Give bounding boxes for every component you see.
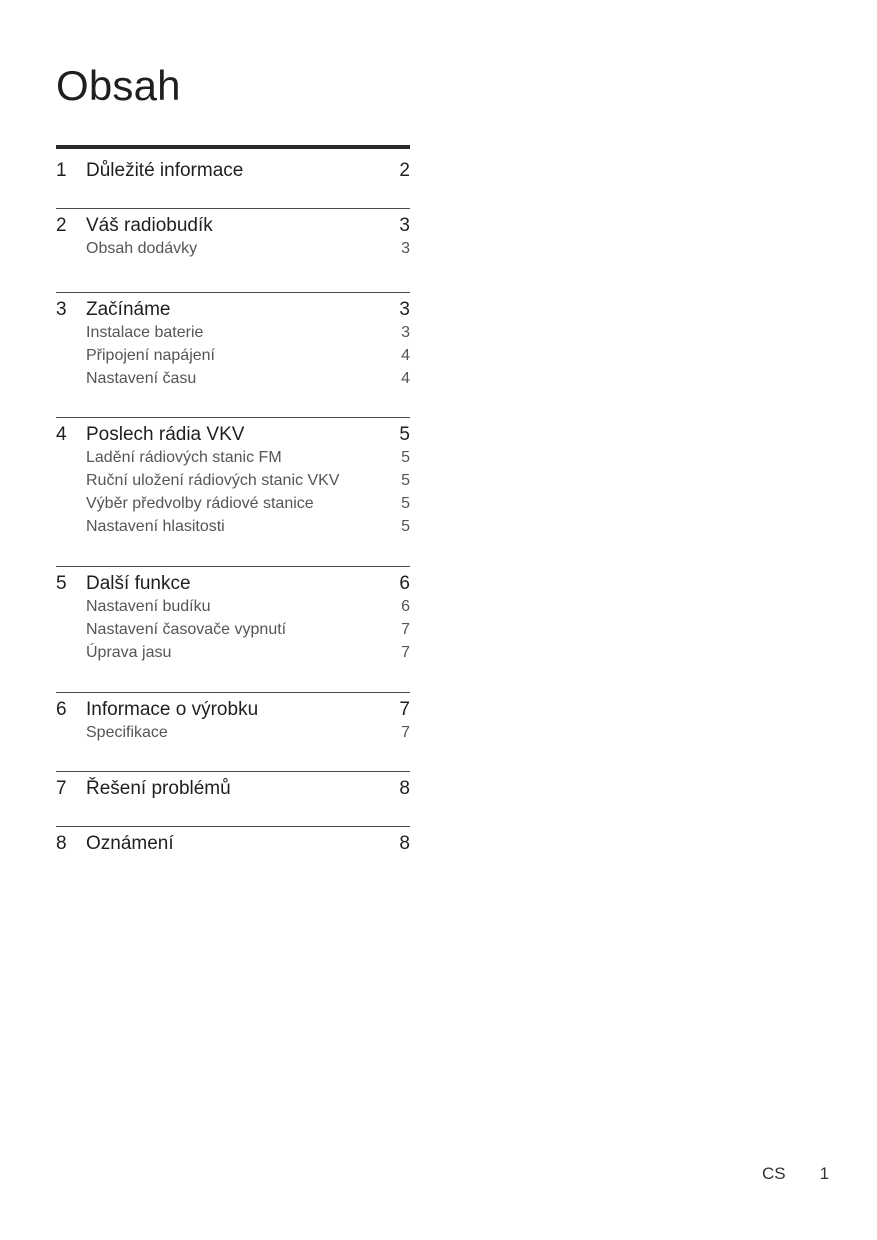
page-title: Obsah (56, 62, 181, 109)
chapter-number: 2 (56, 215, 67, 236)
toc-subentry[interactable] (56, 446, 410, 469)
toc-subentry[interactable] (56, 321, 410, 344)
chapter-title: Řešení problémů (86, 778, 231, 799)
toc-chapter[interactable] (56, 423, 410, 446)
chapter-page: 8 (399, 833, 410, 854)
toc-subentry[interactable] (56, 492, 410, 515)
subentry-page: 7 (401, 621, 410, 638)
chapter-title: Další funkce (86, 573, 191, 594)
toc-chapter[interactable] (56, 159, 410, 182)
toc-subentry[interactable] (56, 641, 410, 664)
chapter-number: 5 (56, 573, 67, 594)
subentry-page: 5 (401, 449, 410, 466)
subentry-title: Úprava jasu (86, 644, 172, 661)
chapter-number: 1 (56, 160, 67, 181)
subentry-title: Nastavení časovače vypnutí (86, 621, 287, 638)
subentry-title: Ruční uložení rádiových stanic VKV (86, 472, 340, 489)
toc-subentry[interactable] (56, 237, 410, 260)
subentry-page: 4 (401, 347, 410, 364)
page-footer (762, 1164, 829, 1184)
subentry-page: 5 (401, 495, 410, 512)
subentry-title: Ladění rádiových stanic FM (86, 449, 282, 466)
chapter-page: 6 (399, 573, 410, 594)
toc-subentry[interactable] (56, 618, 410, 641)
toc-section (56, 826, 410, 865)
subentry-page: 7 (401, 644, 410, 661)
toc-section (56, 566, 410, 692)
subentry-title: Nastavení hlasitosti (86, 518, 225, 535)
toc-subentry[interactable] (56, 344, 410, 367)
toc-chapter[interactable] (56, 214, 410, 237)
chapter-number: 4 (56, 424, 67, 445)
subentry-page: 3 (401, 324, 410, 341)
chapter-number: 3 (56, 299, 67, 320)
chapter-page: 8 (399, 778, 410, 799)
toc-section (56, 417, 410, 566)
subentry-title: Výběr předvolby rádiové stanice (86, 495, 314, 512)
toc-chapter[interactable] (56, 777, 410, 800)
toc-section (56, 771, 410, 826)
toc-chapter[interactable] (56, 832, 410, 855)
subentry-page: 3 (401, 240, 410, 257)
toc-section (56, 692, 410, 771)
toc-section (56, 292, 410, 417)
chapter-page: 5 (399, 424, 410, 445)
subentry-title: Nastavení budíku (86, 598, 211, 615)
chapter-title: Oznámení (86, 833, 174, 854)
table-of-contents (56, 145, 410, 865)
subentry-page: 5 (401, 472, 410, 489)
subentry-title: Specifikace (86, 724, 168, 741)
chapter-page: 2 (399, 160, 410, 181)
toc-chapter[interactable] (56, 298, 410, 321)
chapter-title: Důležité informace (86, 160, 244, 181)
subentry-title: Nastavení času (86, 370, 197, 387)
toc-section (56, 149, 410, 208)
language-code: CS (762, 1164, 786, 1183)
subentry-title: Připojení napájení (86, 347, 215, 364)
subentry-page: 4 (401, 370, 410, 387)
subentry-title: Instalace baterie (86, 324, 204, 341)
toc-subentry[interactable] (56, 515, 410, 538)
chapter-page: 3 (399, 215, 410, 236)
chapter-title: Poslech rádia VKV (86, 424, 245, 445)
subentry-page: 7 (401, 724, 410, 741)
toc-subentry[interactable] (56, 469, 410, 492)
chapter-page: 7 (399, 699, 410, 720)
toc-subentry[interactable] (56, 367, 410, 390)
toc-chapter[interactable] (56, 572, 410, 595)
chapter-title: Váš radiobudík (86, 215, 213, 236)
subentry-page: 5 (401, 518, 410, 535)
chapter-number: 6 (56, 699, 67, 720)
toc-chapter[interactable] (56, 698, 410, 721)
chapter-number: 7 (56, 778, 67, 799)
page-number: 1 (819, 1164, 830, 1183)
chapter-number: 8 (56, 833, 67, 854)
chapter-page: 3 (399, 299, 410, 320)
subentry-page: 6 (401, 598, 410, 615)
chapter-title: Začínáme (86, 299, 171, 320)
toc-subentry[interactable] (56, 595, 410, 618)
chapter-title: Informace o výrobku (86, 699, 259, 720)
toc-subentry[interactable] (56, 721, 410, 744)
subentry-title: Obsah dodávky (86, 240, 198, 257)
toc-section (56, 208, 410, 292)
